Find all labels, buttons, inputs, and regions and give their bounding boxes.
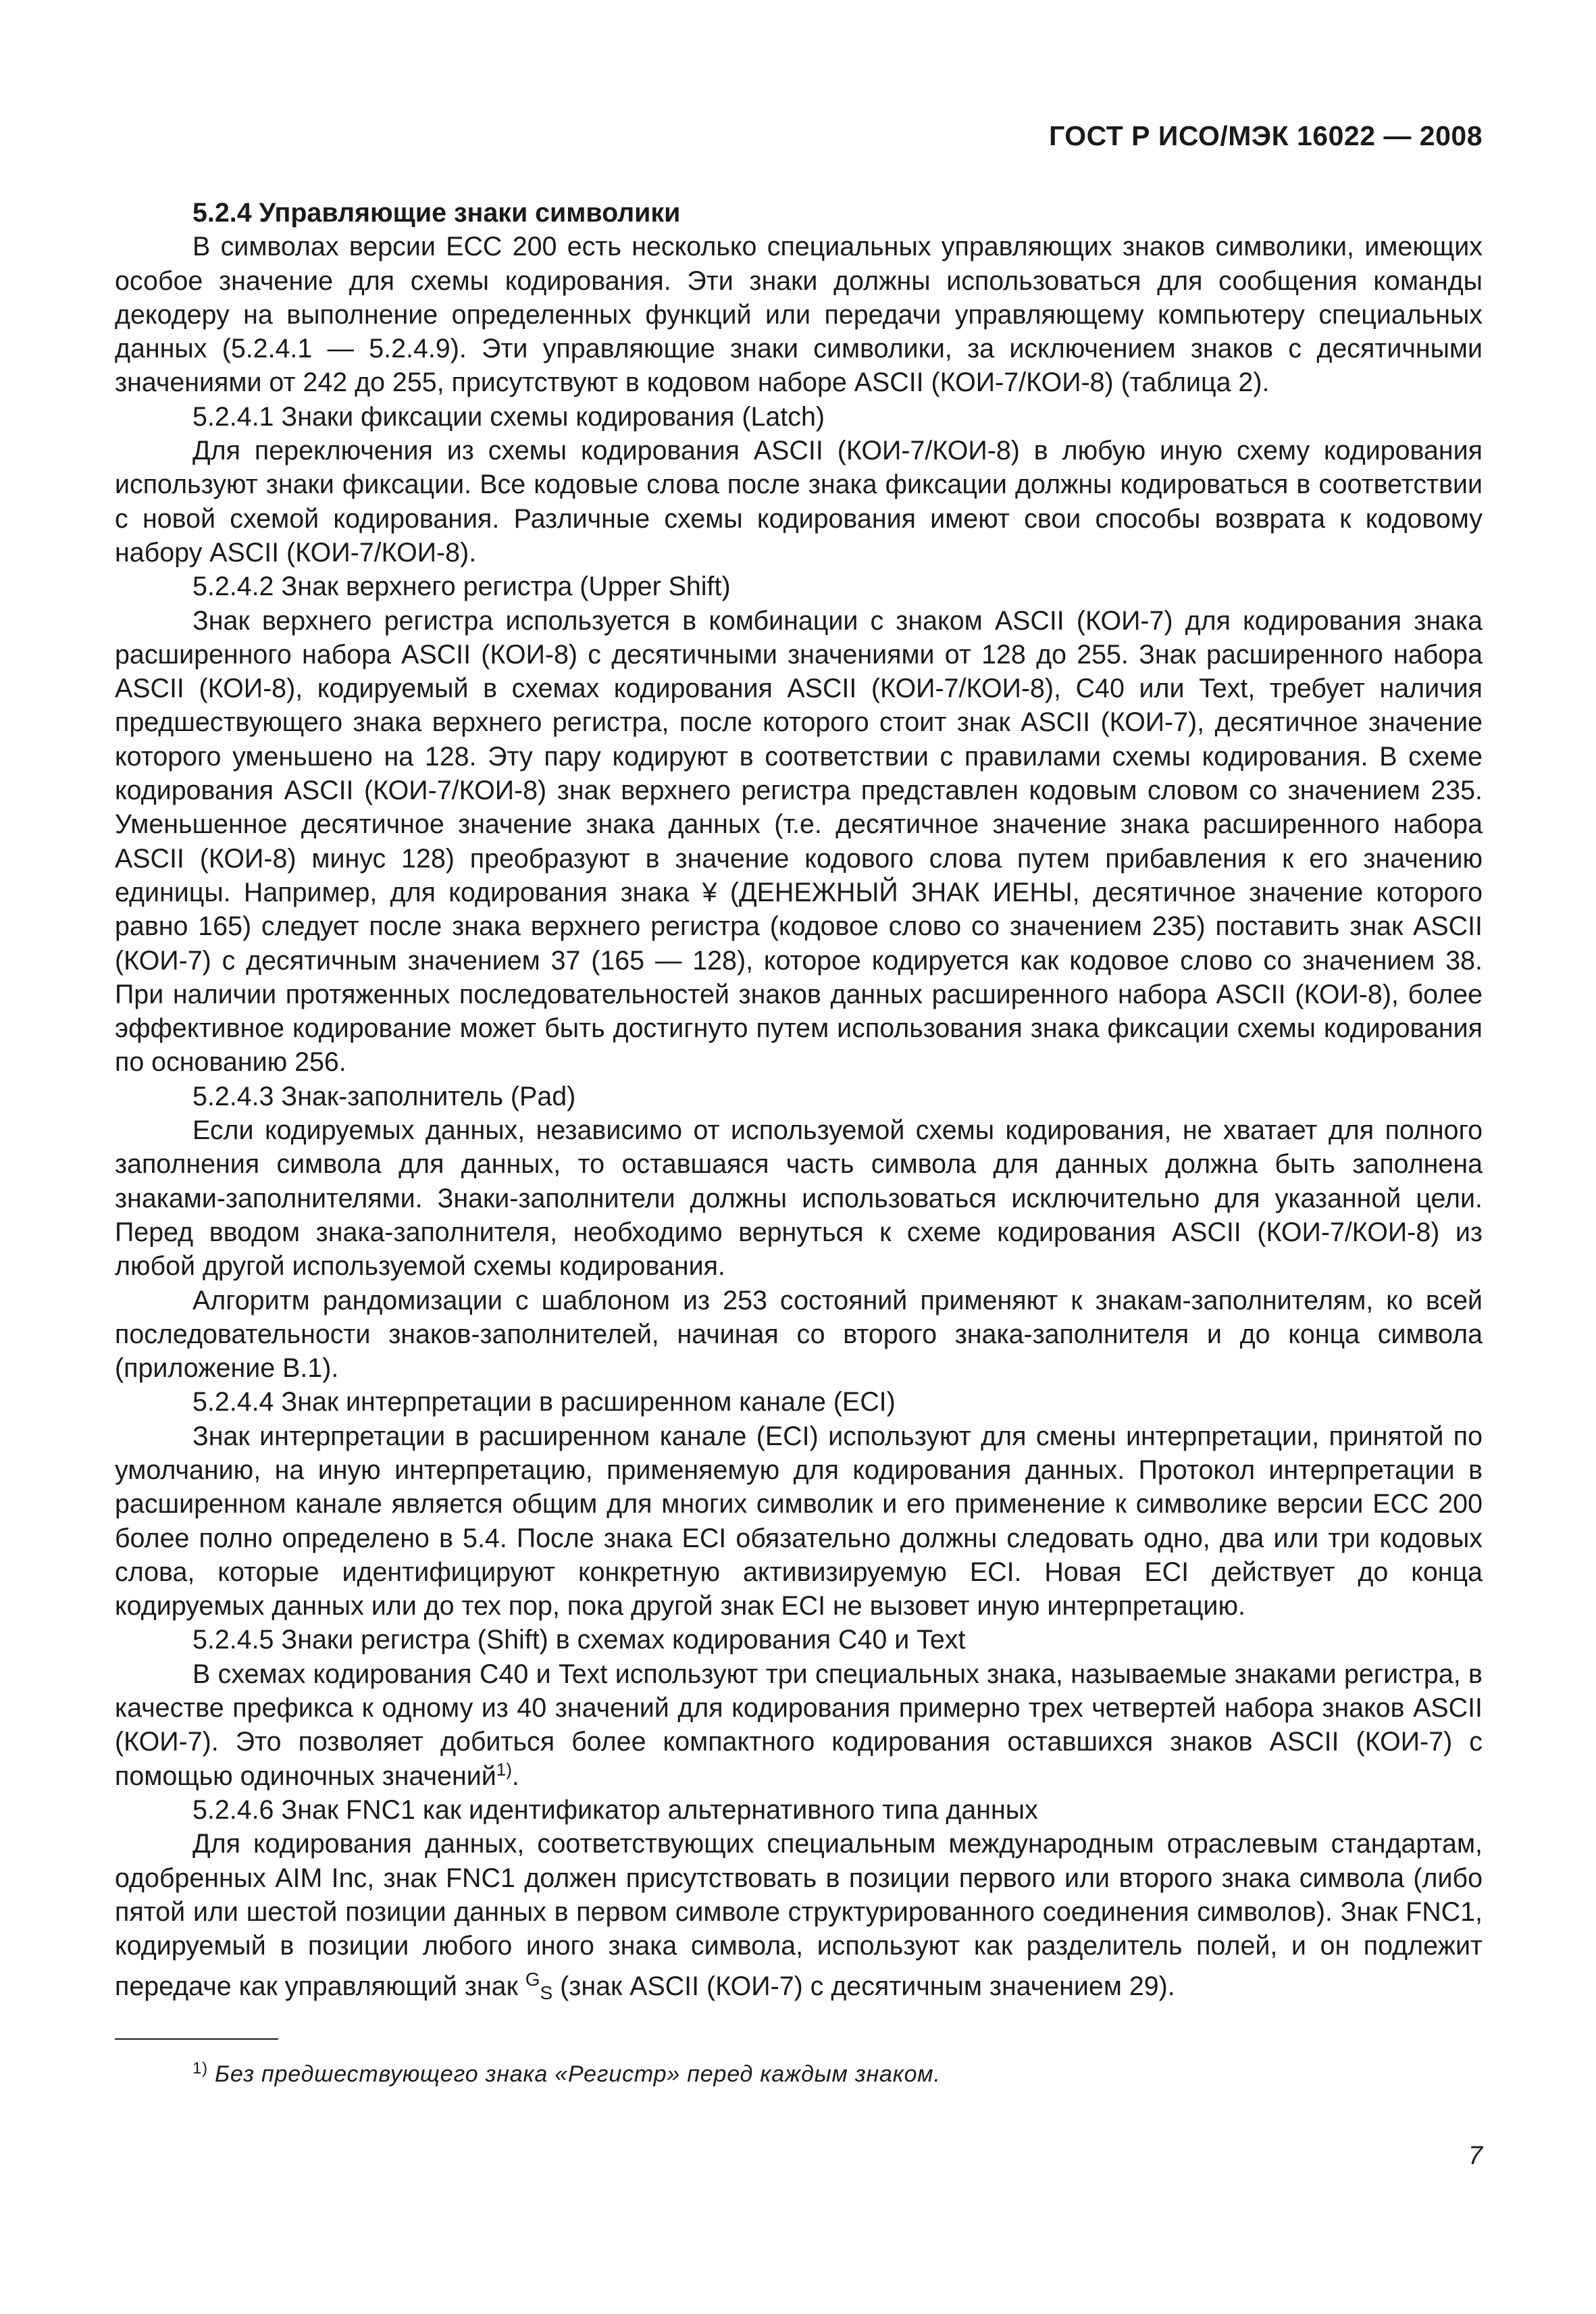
body-text	[115, 196, 1483, 2011]
subsection-heading-fnc1: 5.2.4.6 Знак FNC1 как идентификатор альтернативного типа данных	[192, 1794, 1038, 1825]
footnote-divider	[115, 2038, 278, 2040]
page-number: 7	[1468, 2142, 1483, 2170]
section-heading: 5.2.4 Управляющие знаки символики	[192, 198, 681, 228]
paragraph: Алгоритм рандомизации с шаблоном из 253 состояний применяют к знакам-заполнителям, ко всей последовательности знаков-заполнителей, начиная со второго знака-заполнителя и до конца символа (приложение В.1).	[115, 1285, 1483, 1384]
footnote-marker: 1)	[192, 2059, 208, 2078]
footnote-text: Без предшествующего знака «Регистр» перед каждым знаком.	[214, 2061, 941, 2087]
paragraph-end: (знак ASCII (КОИ-7) с десятичным значением 29).	[552, 1971, 1175, 2002]
standard-header: ГОСТ Р ИСО/МЭК 16022 — 2008	[1049, 120, 1483, 151]
paragraph: Для переключения из схемы кодирования ASCII (КОИ-7/КОИ-8) в любую иную схему кодирования используют знаки фиксации. Все кодовые слова после знака фиксации должны кодироваться в соответствии с новой схемой кодирования. Различные схемы кодирования имеют свои способы возврата к кодовому набору ASCII (КОИ-7/КОИ-8).	[115, 436, 1483, 568]
subsection-heading-eci: 5.2.4.4 Знак интерпретации в расширенном канале (ECI)	[192, 1387, 896, 1417]
paragraph-text: Для кодирования данных, соответствующих специальным международным отраслевым стандартам, одобренных AIM Inc, знак FNC1 должен присутствовать в позиции первого или второго знака символа (либо пятой или шестой позиции данных в первом символе структурированного соединения символов). Знак FNC1, кодируемый в позиции любого иного знака символа, используют как разделитель полей, и он подлежит передаче как управляющий знак	[115, 1829, 1483, 2002]
paragraph: Знак интерпретации в расширенном канале (ECI) используют для смены интерпретации, принятой по умолчанию, на иную интерпретацию, применяемую для кодирования данных. Протокол интерпретации в расширенном канале является общим для многих символик и его применение к символике версии ЕСС 200 более полно определено в 5.4. После знака ECI обязательно должны следовать одно, два или три кодовых слова, которые идентифицируют конкретную активизируемую ECI. Новая ECI действует до конца кодируемых данных или до тех пор, пока другой знак ECI не вызовет иную интерпретацию.	[115, 1421, 1483, 1621]
gs-control-symbol: GS	[525, 1969, 553, 2004]
paragraph-end: .	[511, 1761, 519, 1791]
subsection-heading-latch: 5.2.4.1 Знаки фиксации схемы кодирования (Latch)	[192, 401, 825, 432]
paragraph: Знак верхнего регистра используется в комбинации с знаком ASCII (КОИ-7) для кодирования знака расширенного набора ASCII (КОИ-8) с десятичными значениями от 128 до 255. Знак расширенного набора ASCII (КОИ-8), кодируемый в схемах кодирования ASCII (КОИ-7/КОИ-8), C40 или Text, требует наличия предшествующего знака верхнего регистра, после которого стоит знак ASCII (КОИ-7), десятичное значение которого уменьшено на 128. Эту пару кодируют в соответствии с правилами схемы кодирования. В схеме кодирования ASCII (КОИ-7/КОИ-8) знак верхнего регистра представлен кодовым словом со значением 235. Уменьшенное десятичное значение знака данных (т.е. десятичное значение знака расширенного набора ASCII (КОИ-8) минус 128) преобразуют в значение кодового слова путем прибавления к его значению единицы. Например, для кодирования знака ¥ (ДЕНЕЖНЫЙ ЗНАК ИЕНЫ, десятичное значение которого равно 165) следует после знака верхнего регистра (кодовое слово со значением 235) поставить знак ASCII (КОИ-7) с десятичным значением 37 (165 — 128), которое кодируется как кодовое слово со значением 38. При наличии протяженных последовательностей знаков данных расширенного набора ASCII (КОИ-8), более эффективное кодирование может быть достигнуто путем использования знака фиксации схемы кодирования по основанию 256.	[115, 605, 1483, 1078]
subsection-heading-pad: 5.2.4.3 Знак-заполнитель (Pad)	[192, 1081, 576, 1111]
subsection-heading-upper-shift: 5.2.4.2 Знак верхнего регистра (Upper Shift)	[192, 572, 731, 602]
subsection-heading-shift: 5.2.4.5 Знаки регистра (Shift) в схемах кодирования C40 и Text	[192, 1625, 966, 1655]
paragraph	[115, 1827, 1483, 2010]
paragraph: Если кодируемых данных, независимо от используемой схемы кодирования, не хватает для полного заполнения символа для данных, то оставшаяся часть символа для данных должна быть заполнена знаками-заполнителями. Знаки-заполнители должны использоваться исключительно для указанной цели. Перед вводом знака-заполнителя, необходимо вернуться к схеме кодирования ASCII (КОИ-7/КОИ-8) из любой другой используемой схемы кодирования.	[115, 1115, 1483, 1282]
footnote-reference: 1)	[496, 1759, 512, 1780]
paragraph-text: В схемах кодирования C40 и Text используют три специальных знака, называемые знаками регистра, в качестве префикса к одному из 40 значений для кодирования примерно трех четвертей набора знаков ASCII (КОИ-7). Это позволяет добиться более компактного кодирования оставшихся знаков ASCII (КОИ-7) с помощью одиночных значений	[115, 1659, 1483, 1791]
paragraph: В символах версии ЕСС 200 есть несколько специальных управляющих знаков символики, имеющих особое значение для схемы кодирования. Эти знаки должны использоваться для сообщения команды декодеру на выполнение определенных функций или передачи управляющему компьютеру специальных данных (5.2.4.1 — 5.2.4.9). Эти управляющие знаки символики, за исключением знаков с десятичными значениями от 242 до 255, присутствуют в кодовом наборе ASCII (КОИ-7/КОИ-8) (таблица 2).	[115, 232, 1483, 398]
paragraph	[115, 1657, 1483, 1793]
footnote	[192, 2054, 1476, 2089]
